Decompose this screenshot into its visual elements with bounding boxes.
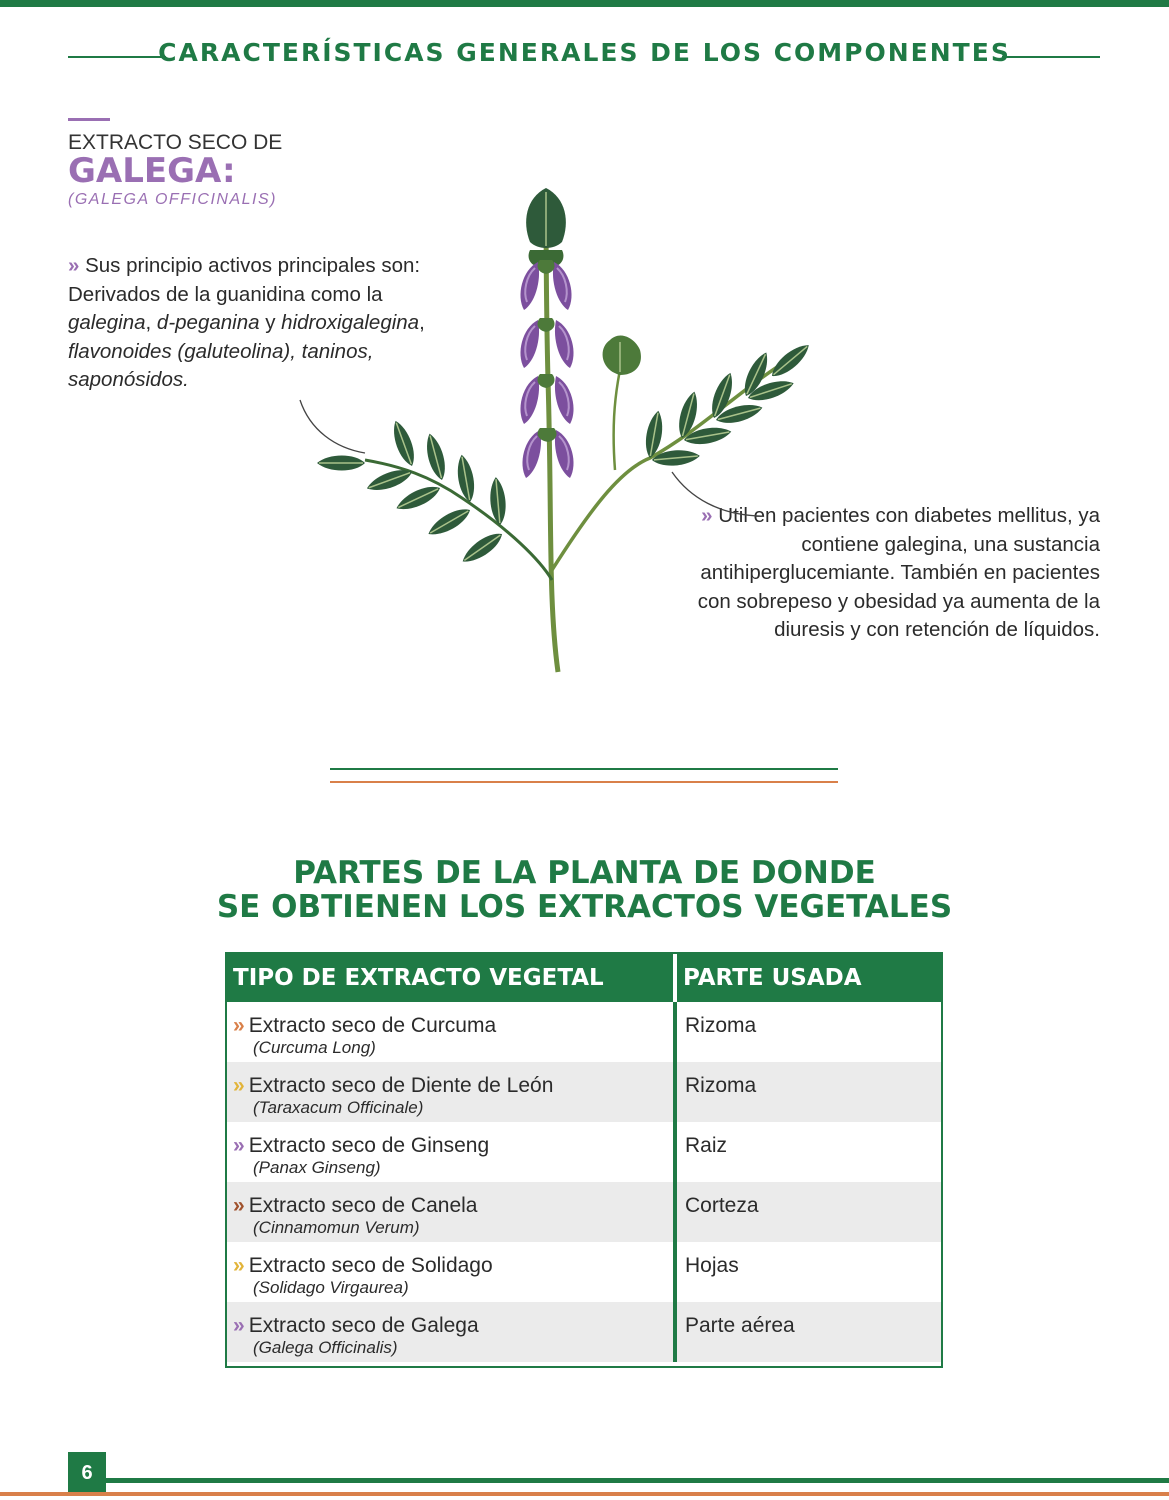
extract-scientific-name: (Panax Ginseng) [253,1158,381,1177]
extract-name: Extracto seco de Galega [248,1314,479,1337]
extract-cell [227,1062,677,1122]
bullet-icon: » [233,1314,245,1337]
extract-name: Extracto seco de Curcuma [248,1014,497,1037]
extract-name: Extracto seco de Ginseng [248,1134,490,1157]
page-number: 6 [68,1452,106,1494]
divider-orange [330,781,838,783]
accent-dash [68,118,110,121]
table-row [227,1242,941,1302]
extract-cell [227,1002,677,1062]
part-used-cell: Rizoma [685,1074,757,1097]
extract-scientific-name: (Solidago Virgaurea) [253,1278,409,1297]
extract-scientific-name: (Galega Officinalis) [253,1338,398,1357]
table-header-part-used: PARTE USADA [683,965,862,991]
bullet-icon: » [233,1134,245,1157]
header-title: CARACTERÍSTICAS GENERALES DE LOS COMPONENTES [158,38,1011,67]
table-header [227,954,941,1002]
part-used-cell: Rizoma [685,1014,757,1037]
table-body [227,1002,941,1362]
extract-scientific-name: (GALEGA OFFICINALIS) [68,191,277,208]
extract-name: Extracto seco de Canela [248,1194,478,1217]
part-used-cell: Parte aérea [685,1314,795,1337]
table-header-extract-type: TIPO DE EXTRACTO VEGETAL [227,954,677,1002]
extract-cell [227,1182,677,1242]
bullet-icon: » [233,1254,245,1277]
part-used-cell: Raiz [685,1134,728,1157]
divider-green [330,768,838,770]
extract-scientific-name: (Taraxacum Officinale) [253,1098,424,1117]
extract-prefix: EXTRACTO SECO DE [68,131,283,154]
extract-scientific-name: (Curcuma Long) [253,1038,376,1057]
uses-text: » Util en pacientes con diabetes mellitus, ya contiene galegina, una sustancia antihiperglucemiante. También en pacientes con sobrepeso y obesidad ya aumenta de la diuresis y con retención de líquidos. [697,504,1100,641]
extract-name: GALEGA: [68,151,236,191]
section-title: PARTES DE LA PLANTA DE DONDE SE OBTIENEN LOS EXTRACTOS VEGETALES [216,855,953,925]
extract-name: Extracto seco de Diente de León [248,1074,554,1097]
part-used-cell: Hojas [685,1254,739,1277]
table-row [227,1062,941,1122]
extract-name: Extracto seco de Solidago [248,1254,493,1277]
part-used-cell: Corteza [685,1194,759,1217]
bullet-icon: » [68,254,80,277]
bullet-icon: » [701,504,713,527]
galega-plant-illustration [290,180,810,680]
extracts-table [225,952,943,1368]
extract-cell [227,1242,677,1302]
bullet-icon: » [233,1074,245,1097]
table-row [227,1122,941,1182]
extract-scientific-name: (Cinnamomun Verum) [253,1218,420,1237]
bullet-icon: » [233,1014,245,1037]
active-principles-text: » Sus principio activos principales son: Derivados de la guanidina como la galegina, d-peganina y hidroxigalegina, flavonoides (galuteolina), taninos, saponósidos. [68,254,425,391]
table-row [227,1182,941,1242]
footer-rule-green [106,1478,1169,1483]
bullet-icon: » [233,1194,245,1217]
footer-rule-orange [0,1492,1169,1496]
table-row [227,1302,941,1362]
extract-cell [227,1122,677,1182]
top-bar [0,0,1169,7]
table-row [227,1002,941,1062]
extract-cell [227,1302,677,1362]
